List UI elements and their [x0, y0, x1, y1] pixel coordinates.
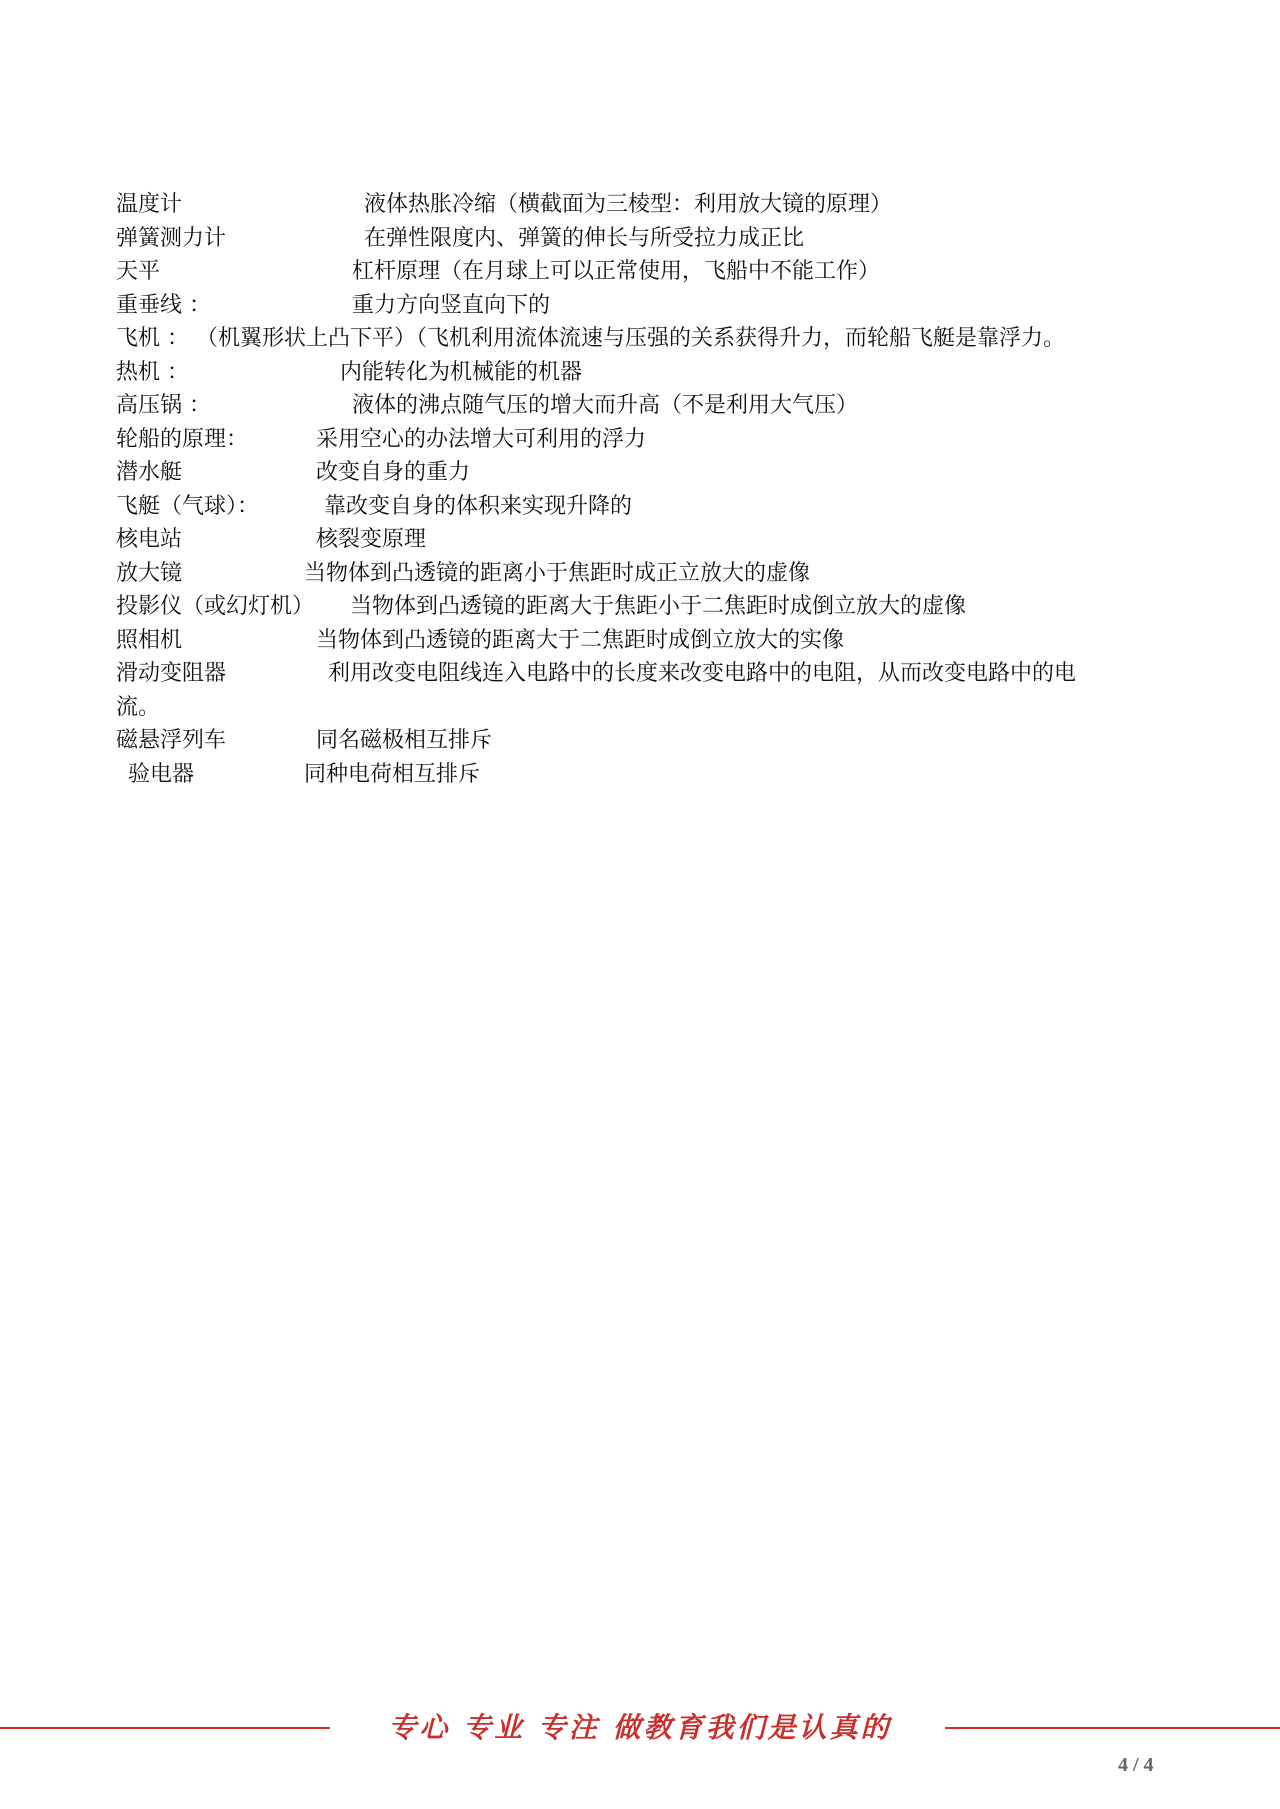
entry-desc-continuation: 流。 — [116, 694, 161, 720]
entry-row — [116, 657, 1176, 724]
entry-desc: 利用改变电阻线连入电路中的长度来改变电路中的电阻，从而改变电路中的电 — [328, 661, 1077, 686]
entry-term: 高压锅 ： — [116, 393, 211, 418]
entry-row — [116, 289, 1176, 323]
entry-desc: 液体热胀冷缩（横截面为三棱型：利用放大镜的原理） — [364, 192, 893, 217]
entry-term: 投影仪（或幻灯机） — [116, 594, 315, 619]
entry-row — [116, 590, 1176, 624]
entry-term: 验电器 — [128, 761, 195, 787]
entry-row — [116, 222, 1176, 256]
entry-desc: 采用空心的办法增大可利用的浮力 — [316, 426, 647, 452]
entry-desc: 改变自身的重力 — [316, 460, 471, 485]
document-body — [116, 188, 1176, 791]
entry-desc: 同种电荷相互排斥 — [304, 761, 481, 787]
entry-desc: 内能转化为机械能的机器 — [340, 359, 583, 385]
entry-row — [116, 557, 1176, 591]
entry-desc: 杠杆原理（在月球上可以正常使用，飞船中不能工作） — [352, 259, 881, 284]
entry-row — [116, 724, 1176, 758]
entry-term: 弹簧测力计 — [116, 225, 227, 251]
entry-term: 照相机 — [116, 627, 183, 653]
entry-term: 滑动变阻器 — [116, 661, 227, 686]
entry-row — [116, 523, 1176, 557]
entry-term: 热机 ： — [116, 359, 189, 385]
entry-term: 轮船的原理： — [116, 426, 249, 452]
entry-term: 重垂线 ： — [116, 292, 211, 318]
entry-desc: 同名磁极相互排斥 — [316, 728, 493, 753]
entry-row — [116, 423, 1176, 457]
entry-row — [116, 456, 1176, 490]
entry-term: 飞机 ： — [116, 326, 189, 351]
entry-row — [116, 188, 1176, 222]
entry-row — [116, 389, 1176, 423]
entry-desc: 重力方向竖直向下的 — [352, 292, 551, 318]
entry-desc: 在弹性限度内、弹簧的伸长与所受拉力成正比 — [364, 225, 805, 251]
entry-term: 飞艇（气球）： — [116, 493, 260, 519]
entry-row — [116, 356, 1176, 390]
entry-desc: 当物体到凸透镜的距离大于焦距小于二焦距时成倒立放大的虚像 — [350, 594, 967, 619]
entry-desc: 当物体到凸透镜的距离大于二焦距时成倒立放大的实像 — [316, 627, 845, 653]
entry-term: 天平 — [116, 259, 161, 284]
entry-desc: 当物体到凸透镜的距离小于焦距时成正立放大的虚像 — [304, 560, 811, 586]
entry-row — [116, 490, 1176, 524]
entry-term: 潜水艇 — [116, 460, 183, 485]
footer-rule-right — [945, 1727, 1280, 1729]
entry-desc: 靠改变自身的体积来实现升降的 — [324, 493, 633, 519]
entry-row — [116, 624, 1176, 658]
entry-desc: （机翼形状上凸下平）（飞机利用流体流速与压强的关系获得升力，而轮船飞艇是靠浮力。 — [196, 326, 1066, 351]
entry-row — [116, 322, 1176, 356]
footer-rule-left — [0, 1727, 330, 1729]
entry-desc: 核裂变原理 — [316, 527, 427, 552]
footer-motto: 专心 专业 专注 做教育我们是认真的 — [388, 1711, 892, 1744]
page-number: 4 / 4 — [1118, 1754, 1154, 1776]
entry-term: 放大镜 — [116, 560, 183, 586]
entry-term: 磁悬浮列车 — [116, 728, 227, 753]
entry-term: 温度计 — [116, 192, 183, 217]
entry-term: 核电站 — [116, 527, 183, 552]
entry-desc: 液体的沸点随气压的增大而升高（不是利用大气压） — [352, 393, 859, 418]
entry-row — [116, 758, 1176, 792]
entry-row — [116, 255, 1176, 289]
